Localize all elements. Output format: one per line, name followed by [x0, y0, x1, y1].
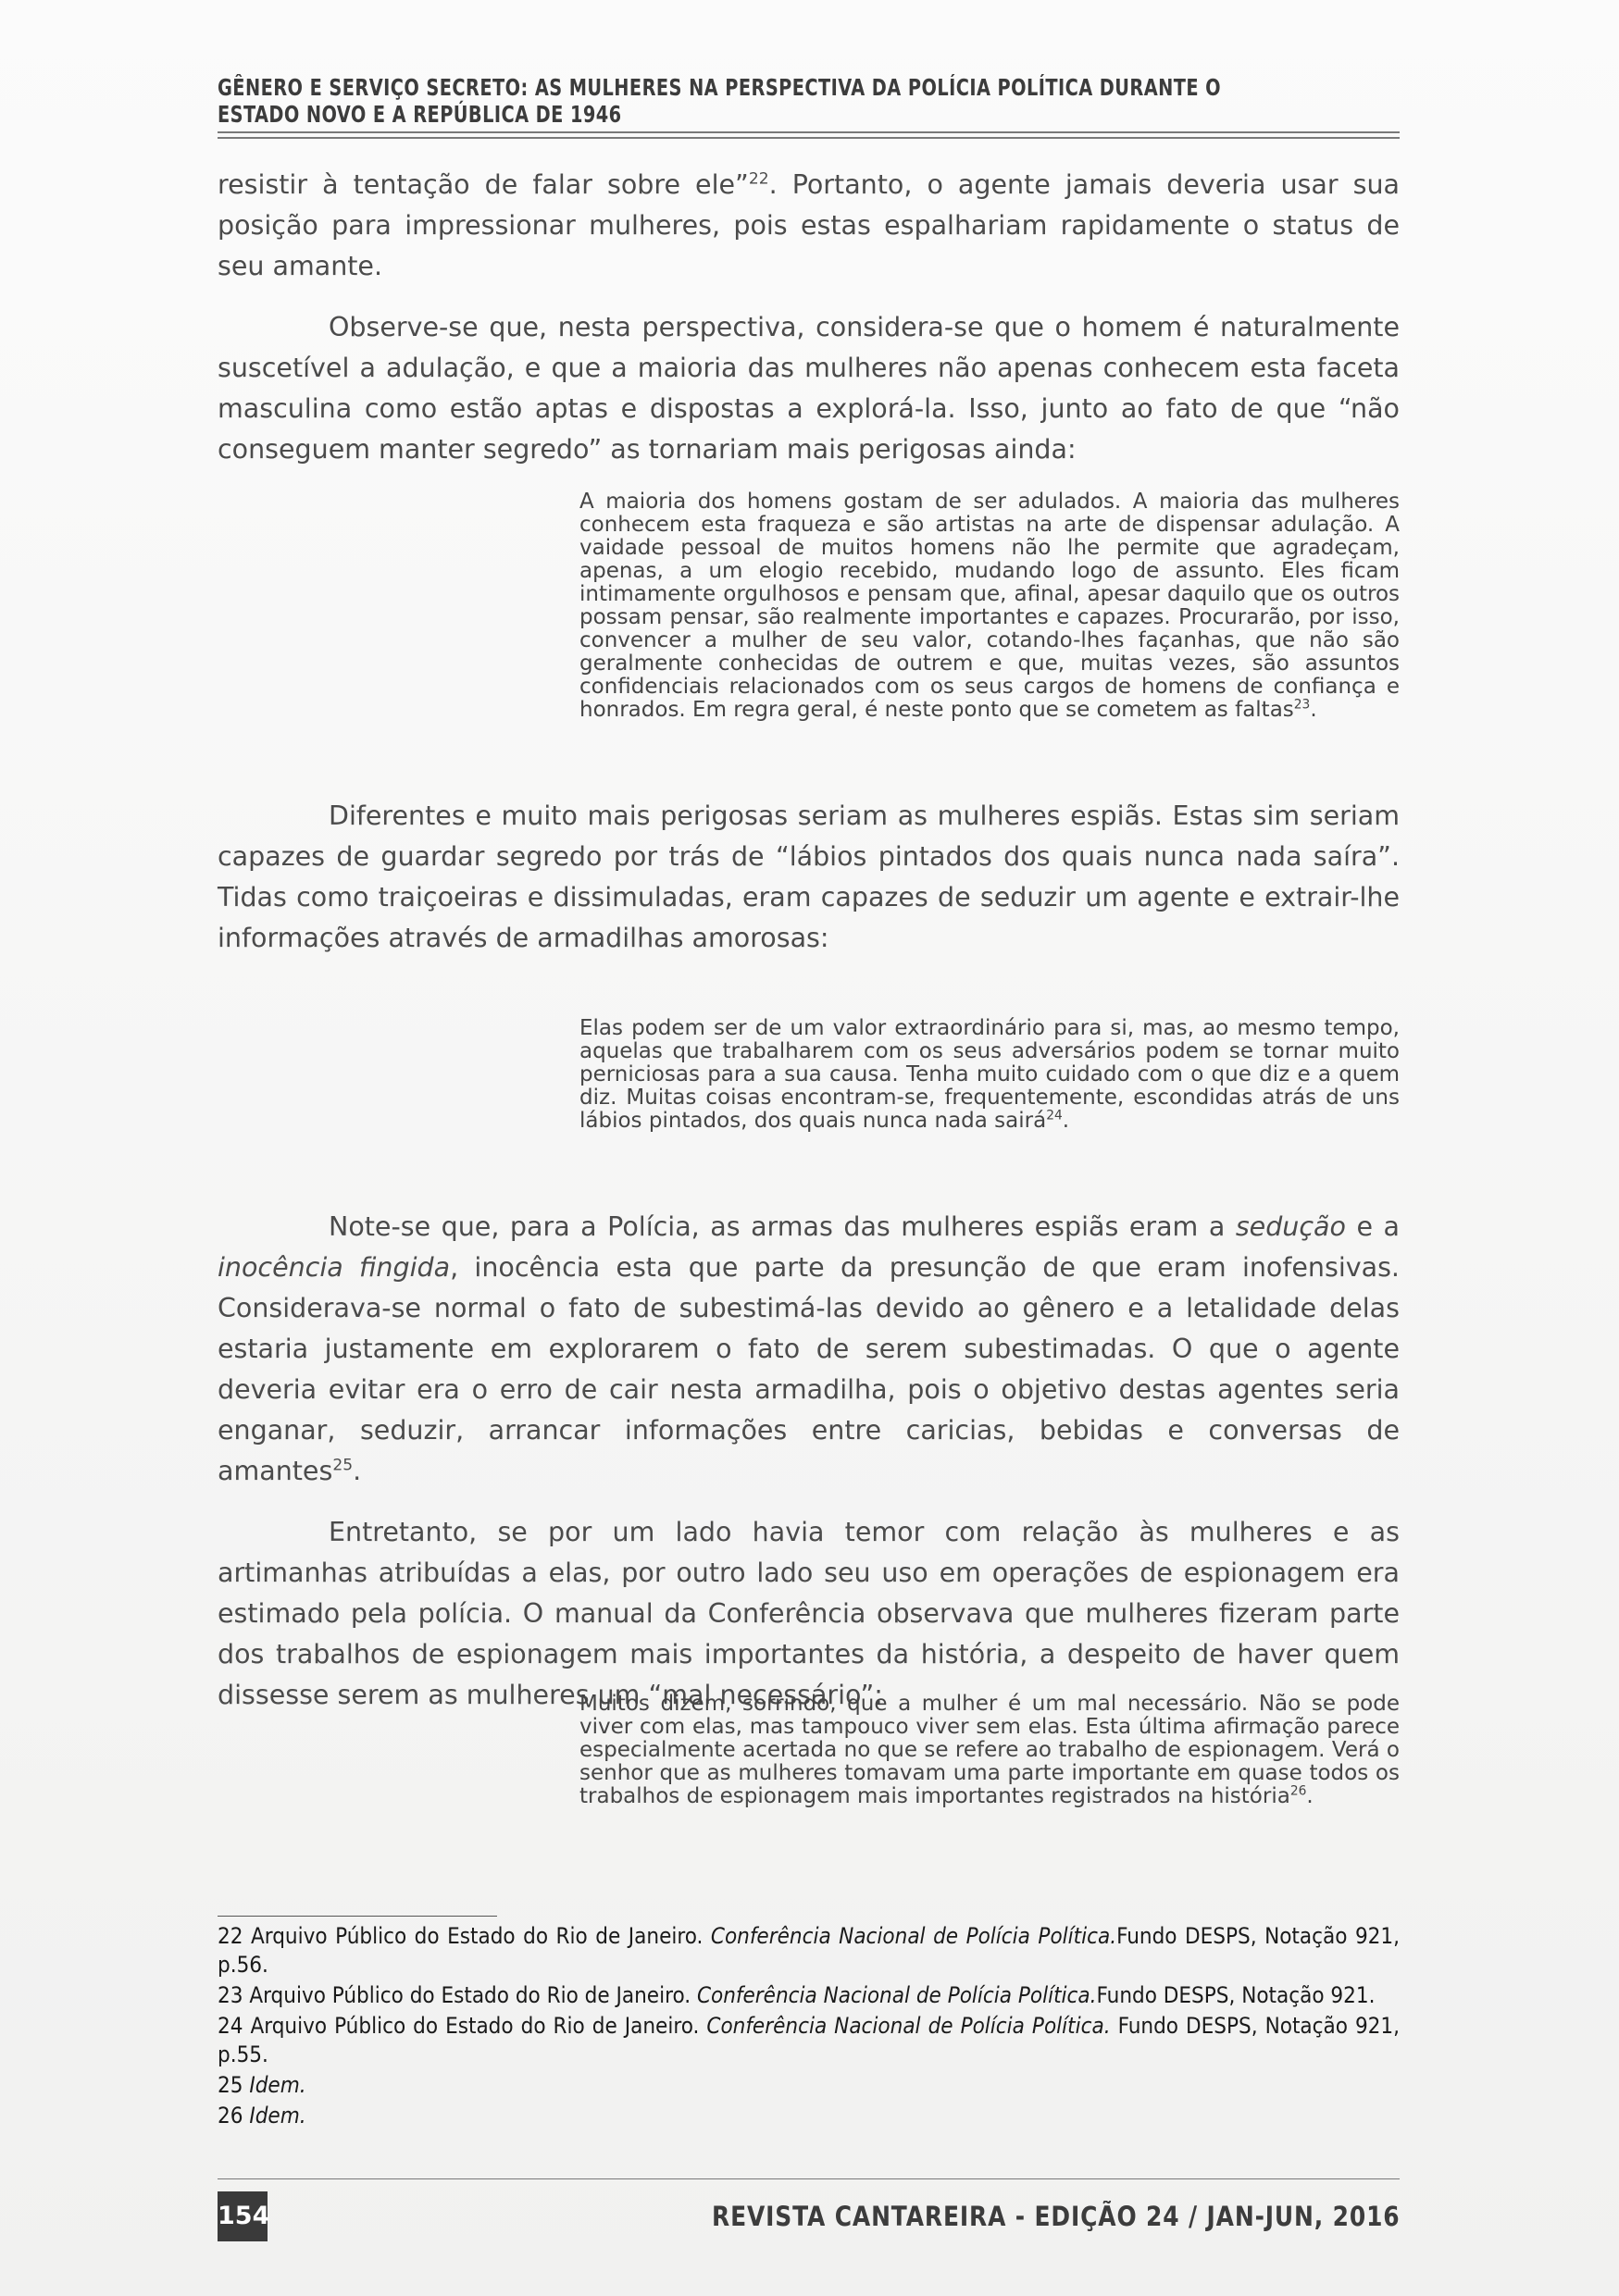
paragraph-5: Entretanto, se por um lado havia temor com relação às mulheres e as artimanhas atribuídas a elas, por outro lado seu uso em operações de espionagem era estimado pela polícia. O manual da Conferência observava que mulheres fizeram parte dos trabalhos de espionagem mais importantes da história, a despeito de haver quem dissesse serem as mulheres um “mal necessário”: — [218, 1517, 1400, 1710]
paragraph-3: Diferentes e muito mais perigosas seriam as mulheres espiãs. Estas sim seriam capazes de guardar segredo por trás de “lábios pintados dos quais nunca nada saíra”. Tidas como traiçoeiras e dissimuladas, eram capazes de seduzir um agente e extrair-lhe informações através de armadilhas amorosas: — [218, 800, 1400, 953]
footnote-26: 26 Idem. — [218, 2103, 306, 2128]
header-line-1: GÊNERO E SERVIÇO SECRETO: AS MULHERES NA PERSPECTIVA DA POLÍCIA POLÍTICA DURANTE O — [218, 74, 1222, 101]
footnote-22: 22 Arquivo Público do Estado do Rio de Janeiro. Conferência Nacional de Polícia Política.Fundo DESPS, Notação 921, p.56. — [218, 1923, 1401, 1978]
footnote-25: 25 Idem. — [218, 2072, 306, 2098]
body-block-2 — [218, 796, 1400, 959]
header-rule-top — [218, 131, 1400, 133]
footnote-ref-24: 24 — [1046, 1108, 1063, 1123]
block-quote-1: A maioria dos homens gostam de ser adulados. A maioria das mulheres conhecem esta fraqueza e são artistas na arte de dispensar adulação. A vaidade pessoal de muitos homens não lhe permite que agradeçam, apenas, a um elogio recebido, mudando logo de assunto. Eles ficam intimamente orgulhosos e pensam que, afinal, apesar daquilo que os outros possam pensar, são realmente importantes e capazes. Procurarão, por isso, convencer a mulher de seu valor, cotando-lhes façanhas, que não são geralmente conhecidas de outrem e que, muitas vezes, são assuntos confidenciais relacionados com os seus cargos de homens de confiança e honrados. Em regra geral, é neste ponto que se cometem as faltas$^{23}$. — [579, 490, 1400, 722]
footer-rule — [218, 2178, 1400, 2179]
footnote-24: 24 Arquivo Público do Estado do Rio de Janeiro. Conferência Nacional de Polícia Política. Fundo DESPS, Notação 921, p.55. — [218, 2013, 1401, 2067]
footnote-ref-22: 22 — [748, 169, 769, 189]
footnote-23: 23 Arquivo Público do Estado do Rio de Janeiro. Conferência Nacional de Polícia Política.Fundo DESPS, Notação 921. — [218, 1982, 1376, 2008]
page-number: 154 — [218, 2191, 268, 2241]
block-quote-3: Muitos dizem, sorrindo, que a mulher é um mal necessário. Não se pode viver com elas, mas tampouco viver sem elas. Esta última afirmação parece especialmente acertada no que se refere ao trabalho de espionagem. Verá o senhor que as mulheres tomavam uma parte importante em quase todos os trabalhos de espionagem mais importantes registrados na história$^{26}$. — [579, 1692, 1400, 1808]
paragraph-2: Observe-se que, nesta perspectiva, considera-se que o homem é naturalmente suscetível a adulação, e que a maioria das mulheres não apenas conhecem esta faceta masculina como estão aptas e dispostas a explorá-la. Isso, junto ao fato de que “não conseguem manter segredo” as tornariam mais perigosas ainda: — [218, 312, 1400, 465]
paragraph-4: Note-se que, para a Polícia, as armas das mulheres espiãs eram a sedução e a inocência fingida, inocência esta que parte da presunção de que eram inofensivas. Considerava-se normal o fato de subestimá-las devido ao gênero e a letalidade delas estaria justamente em explorarem o fato de serem subestimadas. O que o agente deveria evitar era o erro de cair nesta armadilha, pois o objetivo destas agentes seria enganar, seduzir, arrancar informações entre caricias, bebidas e conversas de amantes$^{25}$. — [218, 1211, 1400, 1486]
footnotes — [218, 1922, 1400, 2132]
running-header — [218, 74, 1237, 128]
footnote-ref-23: 23 — [1293, 697, 1311, 713]
paragraph-1: resistir à tentação de falar sobre ele”$^{22}$. Portanto, o agente jamais deveria usar sua posição para impressionar mulheres, pois estas espalhariam rapidamente o status de seu amante. — [218, 169, 1400, 281]
journal-footer: REVISTA CANTAREIRA - EDIÇÃO 24 / JAN-JUN, 2016 — [711, 2201, 1400, 2232]
block-quote-2: Elas podem ser de um valor extraordinário para si, mas, ao mesmo tempo, aquelas que trabalharem com os seus adversários podem se tornar muito perniciosas para a sua causa. Tenha muito cuidado com o que diz e a quem diz. Muitas coisas encontram-se, frequentemente, escondidas atrás de uns lábios pintados, dos quais nunca nada sairá$^{24}$. — [579, 1016, 1400, 1133]
footnote-separator — [218, 1916, 497, 1917]
body-block-3 — [218, 1207, 1400, 1716]
header-line-2: ESTADO NOVO E A REPÚBLICA DE 1946 — [218, 101, 622, 128]
body-block-1 — [218, 165, 1400, 470]
header-rule-bottom — [218, 137, 1400, 139]
footnote-ref-26: 26 — [1289, 1783, 1307, 1799]
footnote-ref-25: 25 — [332, 1456, 354, 1475]
